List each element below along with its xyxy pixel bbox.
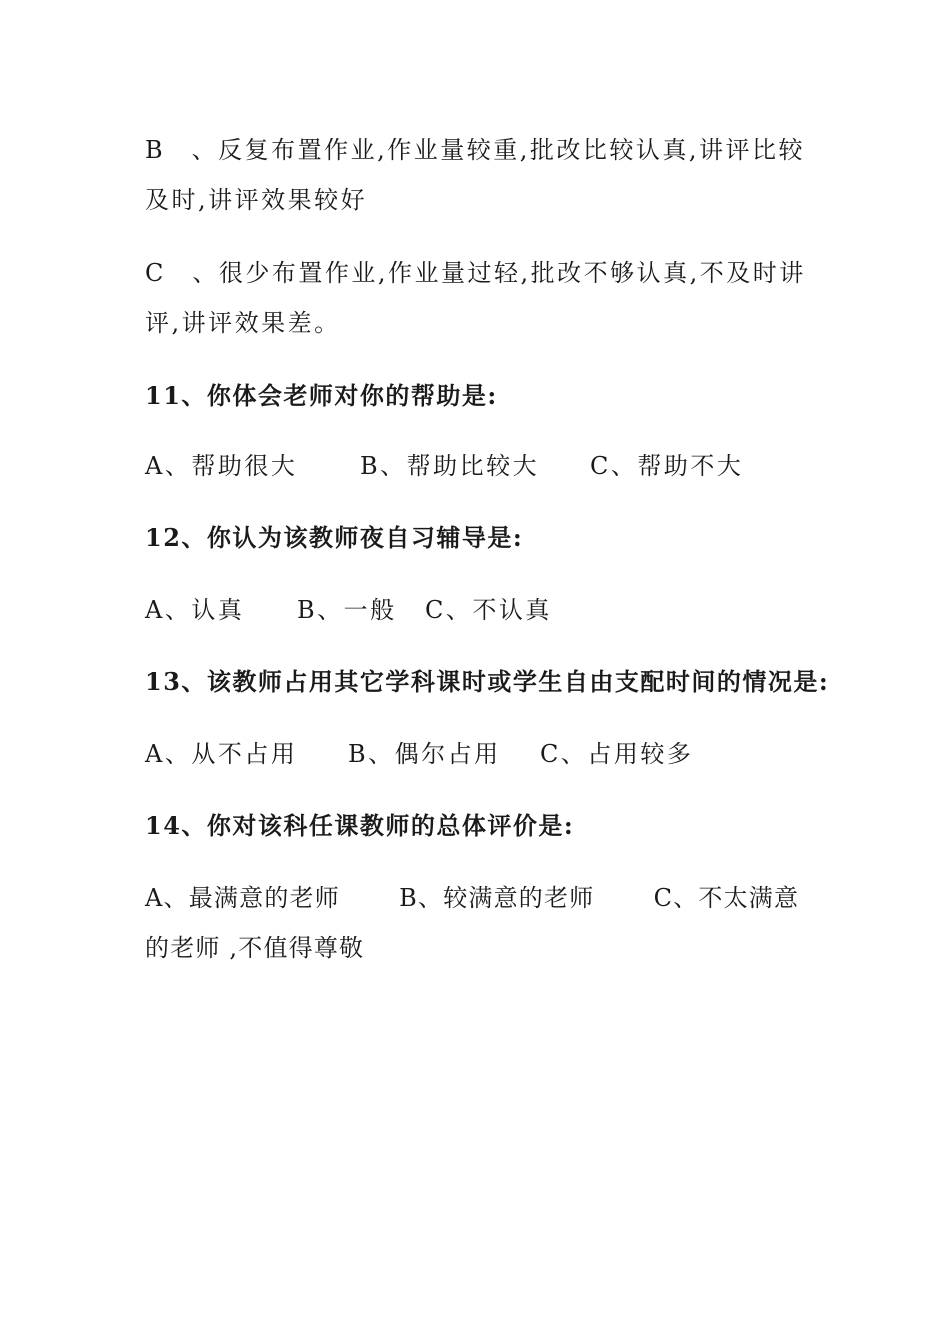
question-12-option-a: A、认真 [145, 596, 245, 624]
question-12-option-c: C、不认真 [425, 596, 552, 624]
question-14-options: A、最满意的老师 B、较满意的老师 C、不太满意的老师 ,不值得尊敬 [145, 884, 800, 962]
question-12-option-b: B、一般 [297, 596, 397, 624]
question-13-heading: 13、该教师占用其它学科课时或学生自由支配时间的情况是: [145, 667, 830, 696]
question-11-option-b: B、帮助比较大 [360, 452, 540, 480]
question-11-option-c: C、帮助不大 [590, 452, 744, 480]
question-11-option-a: A、帮助很大 [145, 452, 298, 480]
question-12-heading: 12、你认为该教师夜自习辅导是: [145, 523, 524, 552]
question-11-heading: 11、你体会老师对你的帮助是: [145, 381, 498, 410]
question-13-options [145, 738, 825, 770]
question-13-option-c: C、占用较多 [540, 740, 694, 768]
answer-option-c-paragraph: C 、很少布置作业,作业量过轻,批改不够认真,不及时讲评,讲评效果差。 [145, 259, 806, 337]
question-14-heading: 14、你对该科任课教师的总体评价是: [145, 811, 575, 840]
question-11-options [145, 450, 825, 482]
question-13-option-b: B、偶尔占用 [348, 740, 501, 768]
question-12-options [145, 594, 825, 626]
answer-option-b-paragraph: B 、反复布置作业,作业量较重,批改比较认真,讲评比较及时,讲评效果较好 [145, 136, 806, 214]
question-13-option-a: A、从不占用 [145, 740, 298, 768]
